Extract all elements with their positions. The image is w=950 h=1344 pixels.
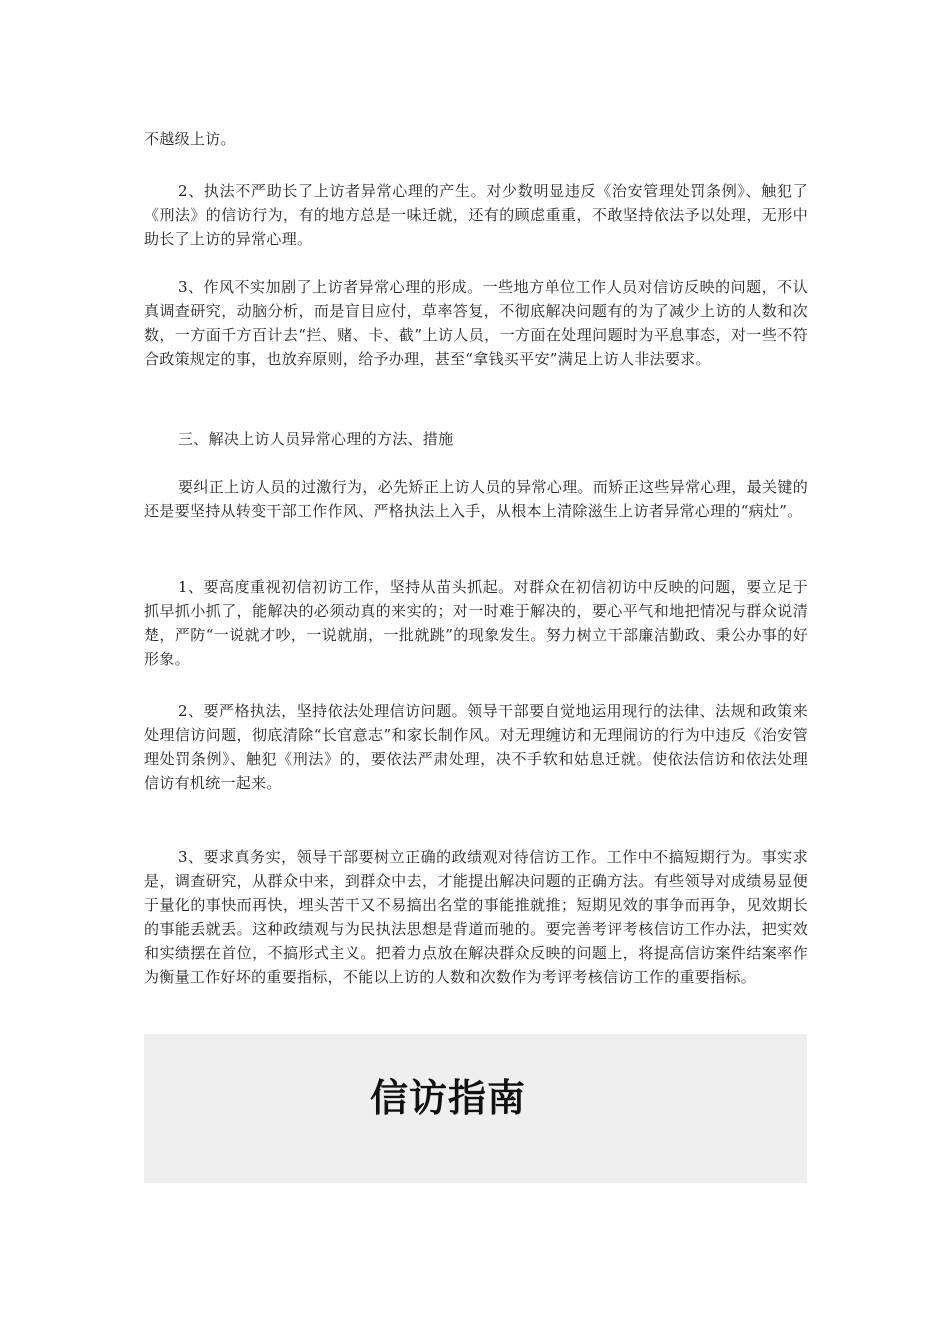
paragraph-lax-enforcement: 2、执法不严助长了上访者异常心理的产生。对少数明显违反《治安管理处罚条例》、触犯了《刑法》的信访行为，有的地方总是一味迁就，还有的顾虑重重，不敢坚持依法予以处理，无形中助长了上访的异常心理。 xyxy=(144,182,808,248)
section-heading-solutions: 三、解决上访人员异常心理的方法、措施 xyxy=(178,430,454,448)
paragraph-pragmatic-approach: 3、要求真务实，领导干部要树立正确的政绩观对待信访工作。工作中不搞短期行为。事实求是，调查研究，从群众中来，到群众中去，才能提出解决问题的正确方法。有些领导对成绩易显便于量化的事快而再快，埋头苦干又不易搞出名堂的事能推就推；短期见效的事争而再争，见效期长的事能丢就丢。这种政绩观与为民执法思想是背道而驰的。要完善考评考核信访工作办法，把实效和实绩摆在首位，不搞形式主义。把着力点放在解决群众反映的问题上，将提高信访案件结案率作为衡量工作好坏的重要指标，不能以上访的人数和次数作为考评考核信访工作的重要指标。 xyxy=(144,848,808,986)
paragraph-strict-enforcement: 2、要严格执法，坚持依法处理信访问题。领导干部要自觉地运用现行的法律、法规和政策来处理信访问题，彻底清除“长官意志”和家长制作风。对无理缠访和无理闹访的行为中违反《治安管理处罚条例》、触犯《刑法》的，要依法严肃处理，决不手软和姑息迁就。使依法信访和依法处理信访有机统一起来。 xyxy=(144,702,808,792)
paragraph-initial-petitions: 1、要高度重视初信初访工作，坚持从苗头抓起。对群众在初信初访中反映的问题，要立足于抓早抓小抓了，能解决的必须动真的来实的；对一时难于解决的，要心平气和地把情况与群众说清楚，严防“一说就才吵，一说就崩，一批就跳”的现象发生。努力树立干部廉洁勤政、秉公办事的好形象。 xyxy=(144,578,808,668)
paragraph-work-style: 3、作风不实加剧了上访者异常心理的形成。一些地方单位工作人员对信访反映的问题，不认真调查研究，动脑分析，而是盲目应付，草率答复，不彻底解决问题有的为了减少上访的人数和次数，一方面千方百计去“拦、赌、卡、截”上访人员，一方面在处理问题时为平息事态，对一些不符合政策规定的事，也放弃原则，给予办理，甚至“拿钱买平安”满足上访人非法要求。 xyxy=(144,278,808,368)
guide-banner xyxy=(144,1034,807,1183)
paragraph-solutions-intro: 要纠正上访人员的过激行为，必先矫正上访人员的异常心理。而矫正这些异常心理，最关键的还是要坚持从转变干部工作作风、严格执法上入手，从根本上清除滋生上访者异常心理的“病灶”。 xyxy=(144,478,808,520)
paragraph-continuation: 不越级上访。 xyxy=(144,130,236,148)
banner-title: 信访指南 xyxy=(370,1076,527,1120)
